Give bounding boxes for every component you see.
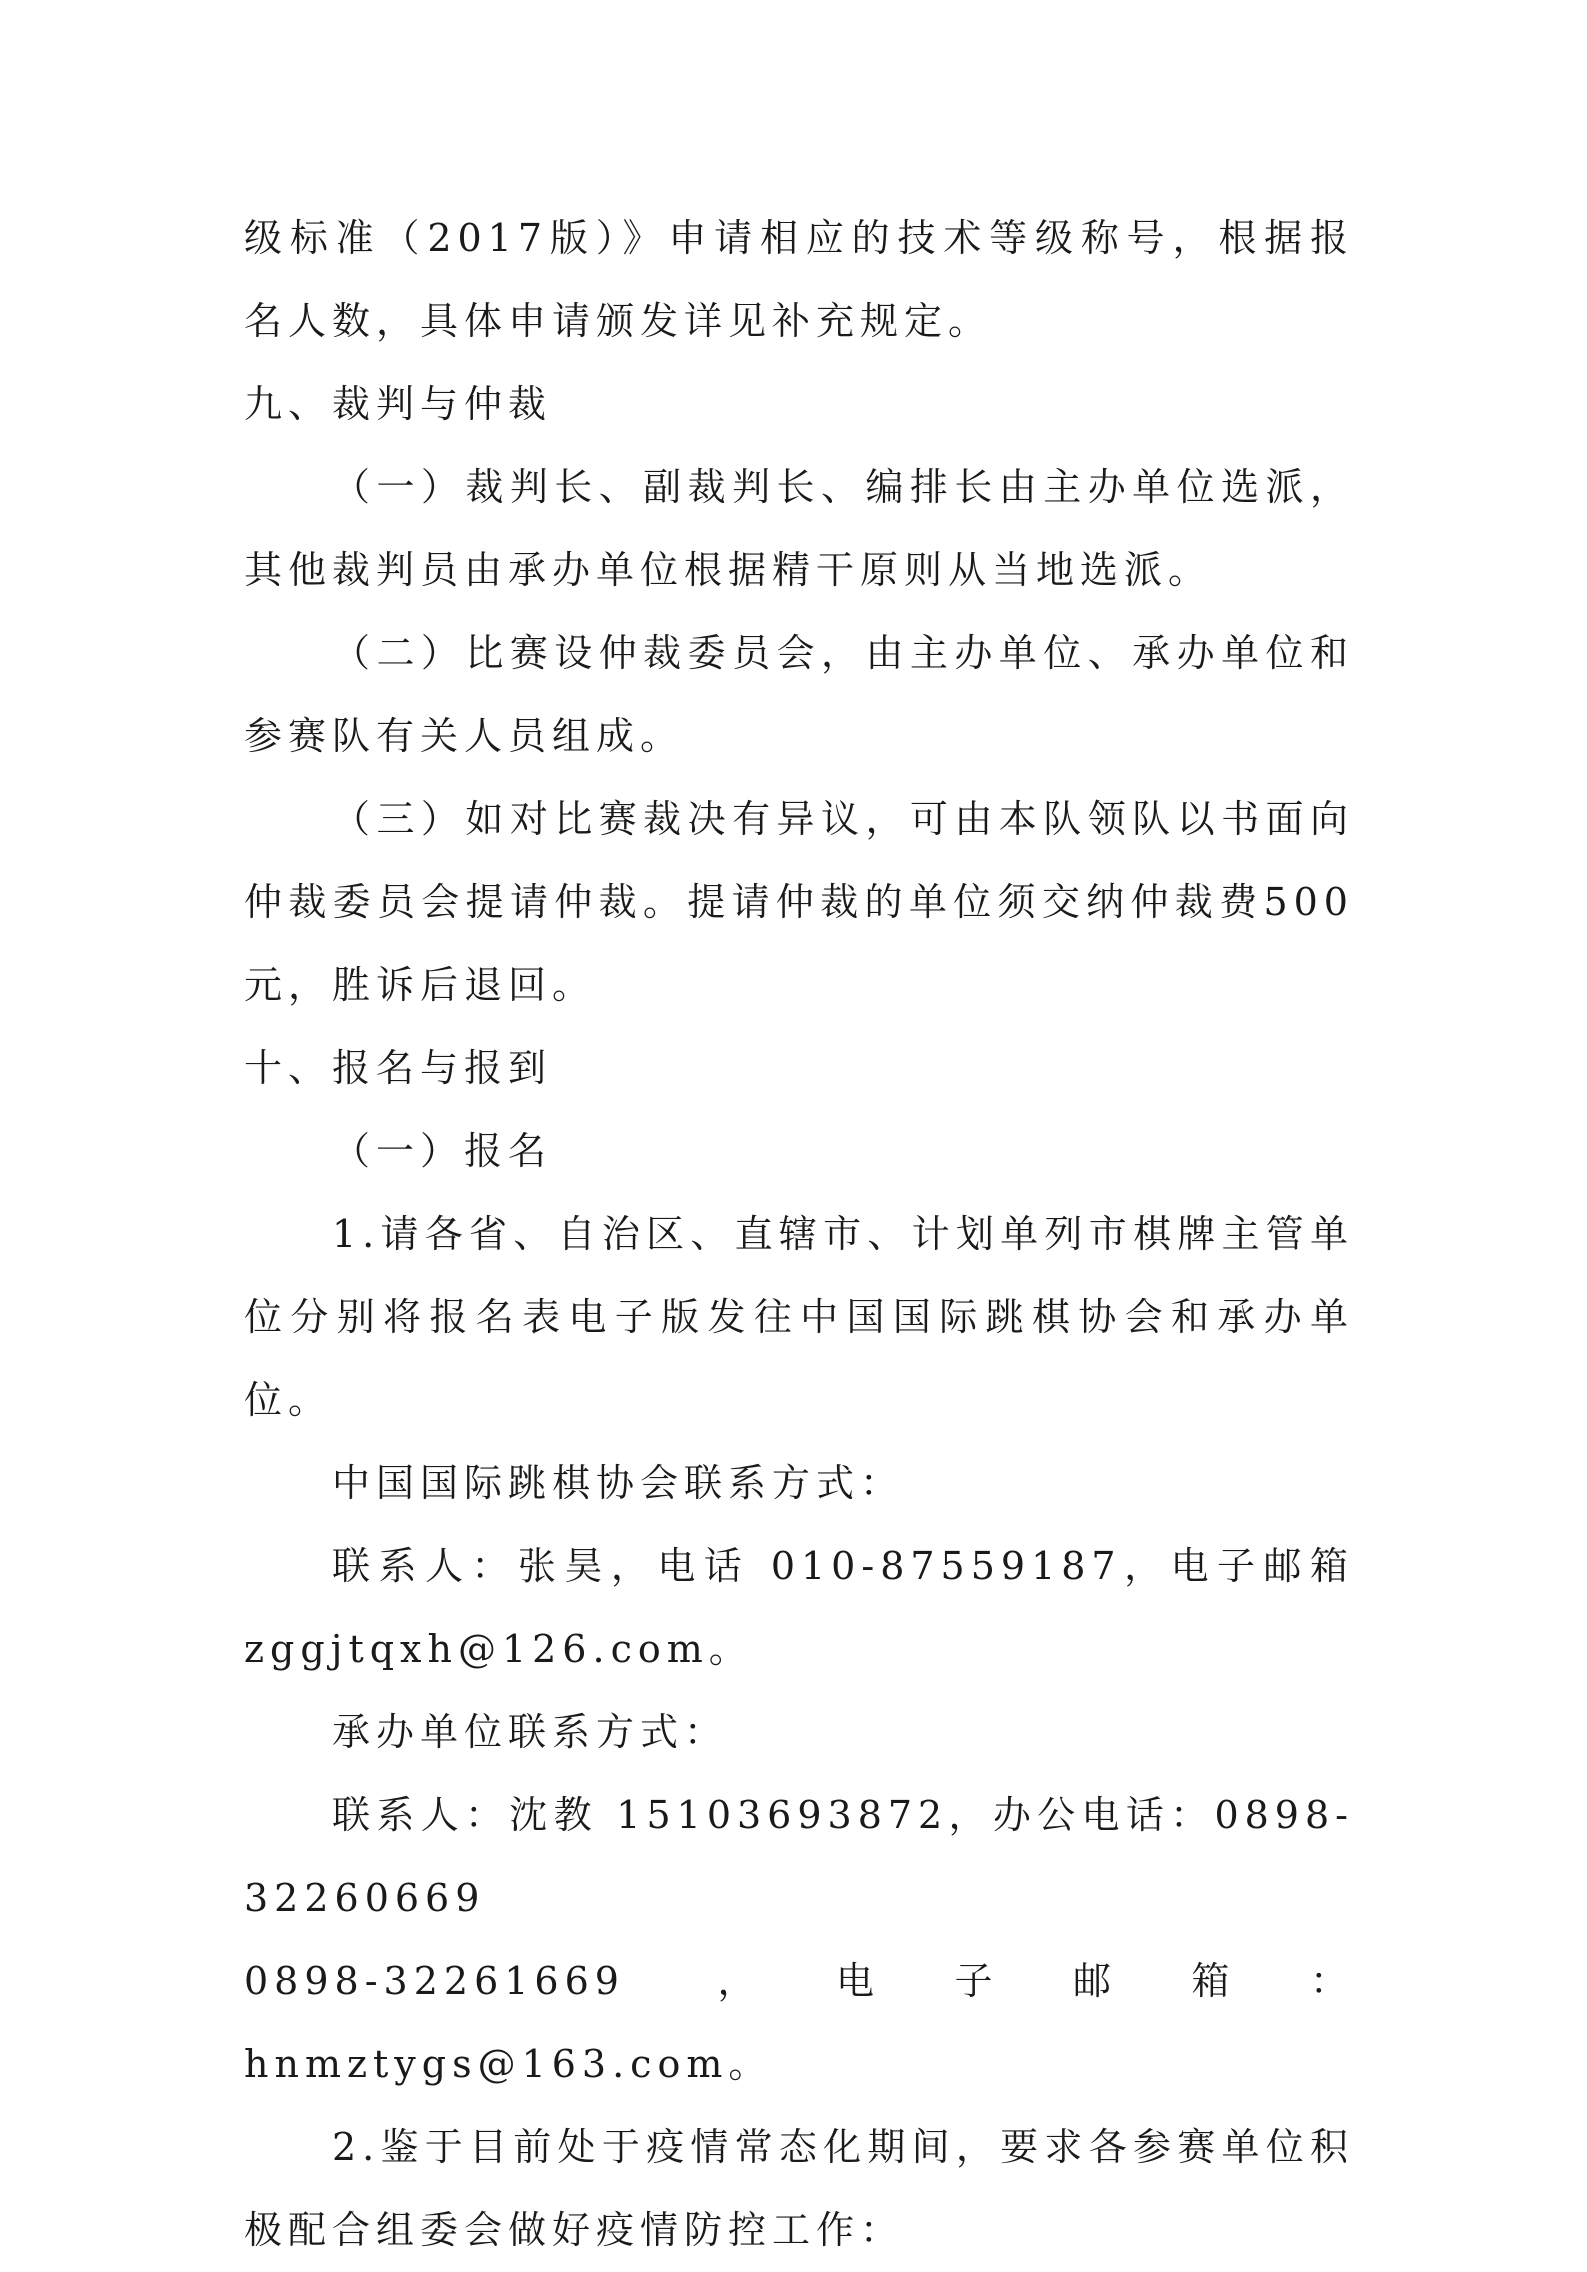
paragraph-association-contact: 中国国际跳棋协会联系方式：	[332, 1461, 905, 1505]
paragraph-organizer-contact-line: 联系人：沈教 15103693872，办公电话：0898-32260669	[244, 1793, 1354, 1920]
paragraph-organizer-contact: 承办单位联系方式：	[332, 1710, 729, 1754]
subheading-registration: （一）报名	[332, 1129, 553, 1173]
paragraph-association-email: zggjtqxh@126.com。	[244, 1627, 753, 1671]
paragraph-referee-2: （二）比赛设仲裁委员会，由主办单位、承办单位和参赛队有关人员组成。	[244, 631, 1354, 758]
paragraph-referee-3: （三）如对比赛裁决有异议，可由本队领队以书面向仲裁委员会提请仲裁。提请仲裁的单位须交纳仲裁费500元，胜诉后退回。	[244, 797, 1354, 1007]
paragraph-referee-1: （一）裁判长、副裁判长、编排长由主办单位选派，其他裁判员由承办单位根据精干原则从当地选派。	[244, 465, 1354, 592]
paragraph-registration-2: 2.鉴于目前处于疫情常态化期间，要求各参赛单位积极配合组委会做好疫情防控工作：	[244, 2125, 1354, 2252]
section-heading-referee: 九、裁判与仲裁	[244, 382, 553, 426]
paragraph-registration-1: 1.请各省、自治区、直辖市、计划单列市棋牌主管单位分别将报名表电子版发往中国国际跳棋协会和承办单位。	[244, 1212, 1354, 1422]
paragraph-association-contact-line: 联系人：张昊，电话 010-87559187，电子邮箱	[332, 1544, 1354, 1588]
paragraph-tech-grade: 级标准（2017版）》申请相应的技术等级称号，根据报名人数，具体申请颁发详见补充规定。	[244, 216, 1354, 343]
paragraph-organizer-phone-email: 0898-32261669 ，电子邮箱：hnmztygs@163.com。	[244, 1959, 1354, 2086]
document-body	[244, 197, 1354, 2272]
section-heading-registration: 十、报名与报到	[244, 1046, 553, 1090]
